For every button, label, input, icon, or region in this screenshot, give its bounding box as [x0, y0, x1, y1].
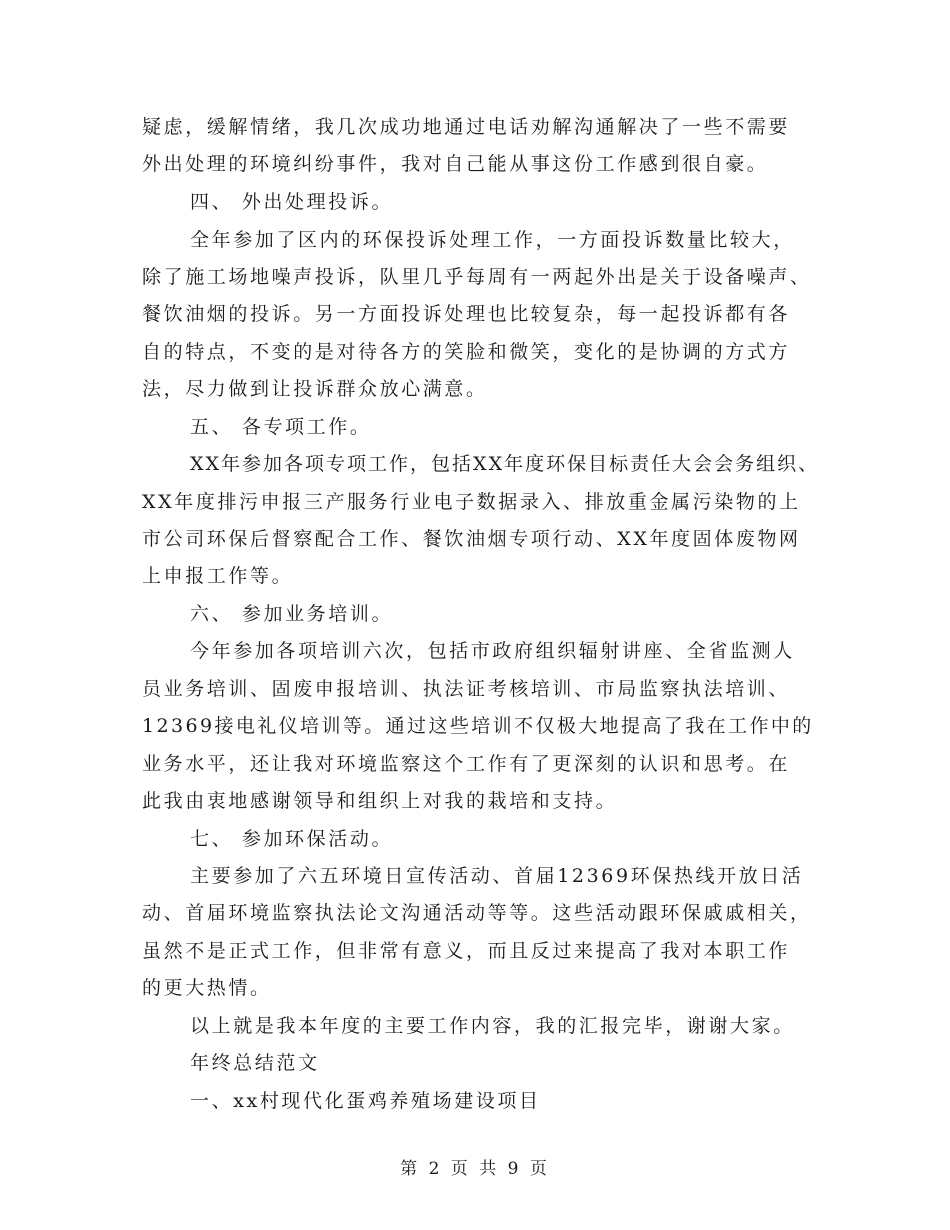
section-heading: 一、xx村现代化蛋鸡养殖场建设项目 [190, 1090, 541, 1112]
paragraph-line: 上申报工作等。 [142, 565, 294, 587]
paragraph-line: 业务水平，还让我对环境监察这个工作有了更深刻的认识和思考。在 [142, 753, 791, 775]
paragraph-line: 法，尽力做到让投诉群众放心满意。 [142, 378, 488, 400]
paragraph-line: 全年参加了区内的环保投诉处理工作，一方面投诉数量比较大， [190, 229, 795, 251]
paragraph-line: 的更大热情。 [142, 977, 272, 999]
paragraph-line: 疑虑，缓解情绪，我几次成功地通过电话劝解沟通解决了一些不需要 [142, 116, 791, 138]
page-number-footer: 第 2 页 共 9 页 [400, 1159, 550, 1179]
paragraph-line: 动、首届环境监察执法论文沟通活动等等。这些活动跟环保戚戚相关， [142, 902, 812, 924]
paragraph-line: 主要参加了六五环境日宣传活动、首届12369环保热线开放日活 [190, 865, 804, 887]
section-heading: 四、 外出处理投诉。 [190, 191, 394, 213]
paragraph-line: XX年参加各项专项工作，包括XX年度环保目标责任大会会务组织、 [190, 453, 820, 475]
section-heading: 五、 各专项工作。 [190, 416, 372, 438]
paragraph-line: 外出处理的环境纠纷事件，我对自己能从事这份工作感到很自豪。 [142, 153, 769, 175]
paragraph-line: 今年参加各项培训六次，包括市政府组织辐射讲座、全省监测人 [190, 640, 795, 662]
paragraph-line: 市公司环保后督察配合工作、餐饮油烟专项行动、XX年度固体废物网 [142, 528, 801, 550]
paragraph-line: 此我由衷地感谢领导和组织上对我的栽培和支持。 [142, 790, 618, 812]
paragraph-line: XX年度排污申报三产服务行业电子数据录入、排放重金属污染物的上 [142, 491, 801, 513]
document-subtitle: 年终总结范文 [190, 1052, 320, 1074]
paragraph-line: 员业务培训、固废申报培训、执法证考核培训、市局监察执法培训、 [142, 678, 791, 700]
section-heading: 六、 参加业务培训。 [190, 603, 394, 625]
section-heading: 七、 参加环保活动。 [190, 828, 394, 850]
paragraph-line: 12369接电礼仪培训等。通过这些培训不仅极大地提高了我在工作中的 [142, 715, 814, 737]
paragraph-line: 自的特点，不变的是对待各方的笑脸和微笑，变化的是协调的方式方 [142, 341, 791, 363]
paragraph-line: 餐饮油烟的投诉。另一方面投诉处理也比较复杂，每一起投诉都有各 [142, 303, 791, 325]
paragraph-line: 除了施工场地噪声投诉，队里几乎每周有一两起外出是关于设备噪声、 [142, 266, 812, 288]
paragraph-line: 以上就是我本年度的主要工作内容，我的汇报完毕，谢谢大家。 [190, 1015, 795, 1037]
paragraph-line: 虽然不是正式工作，但非常有意义，而且反过来提高了我对本职工作 [142, 940, 791, 962]
